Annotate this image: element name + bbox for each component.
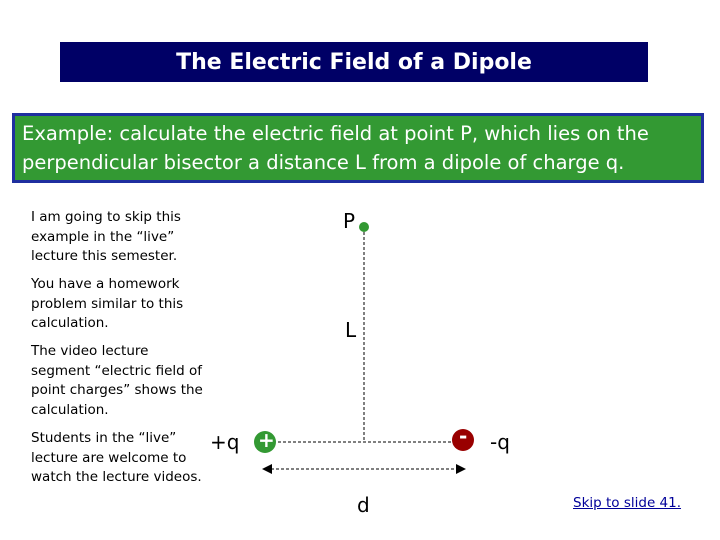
separation-d-label: d — [357, 493, 370, 517]
arrowhead-right-icon — [456, 464, 466, 474]
positive-charge-label: +q — [210, 430, 240, 454]
distance-l-label: L — [345, 318, 357, 342]
note-homework: You have a homework problem similar to this calculation. — [31, 276, 184, 331]
slide-title: The Electric Field of a Dipole — [60, 42, 648, 82]
point-p-label: P — [343, 209, 356, 233]
negative-charge-label: -q — [490, 430, 510, 454]
positive-sign: + — [258, 428, 275, 452]
point-p-dot — [359, 222, 369, 232]
note-video: The video lecture segment “electric field of point charges” shows the calculation. — [31, 343, 203, 418]
example-line-2: perpendicular bisector a distance L from a dipole of charge q. — [22, 151, 625, 174]
negative-sign: - — [459, 424, 468, 448]
note-students: Students in the “live” lecture are welcome to watch the lecture videos. — [31, 430, 202, 485]
arrowhead-left-icon — [262, 464, 272, 474]
example-line-1: Example: calculate the electric field at point P, which lies on the — [22, 122, 649, 145]
note-skip: I am going to skip this example in the “live” lecture this semester. — [31, 209, 181, 264]
skip-to-slide-link[interactable]: Skip to slide 41. — [573, 495, 682, 511]
